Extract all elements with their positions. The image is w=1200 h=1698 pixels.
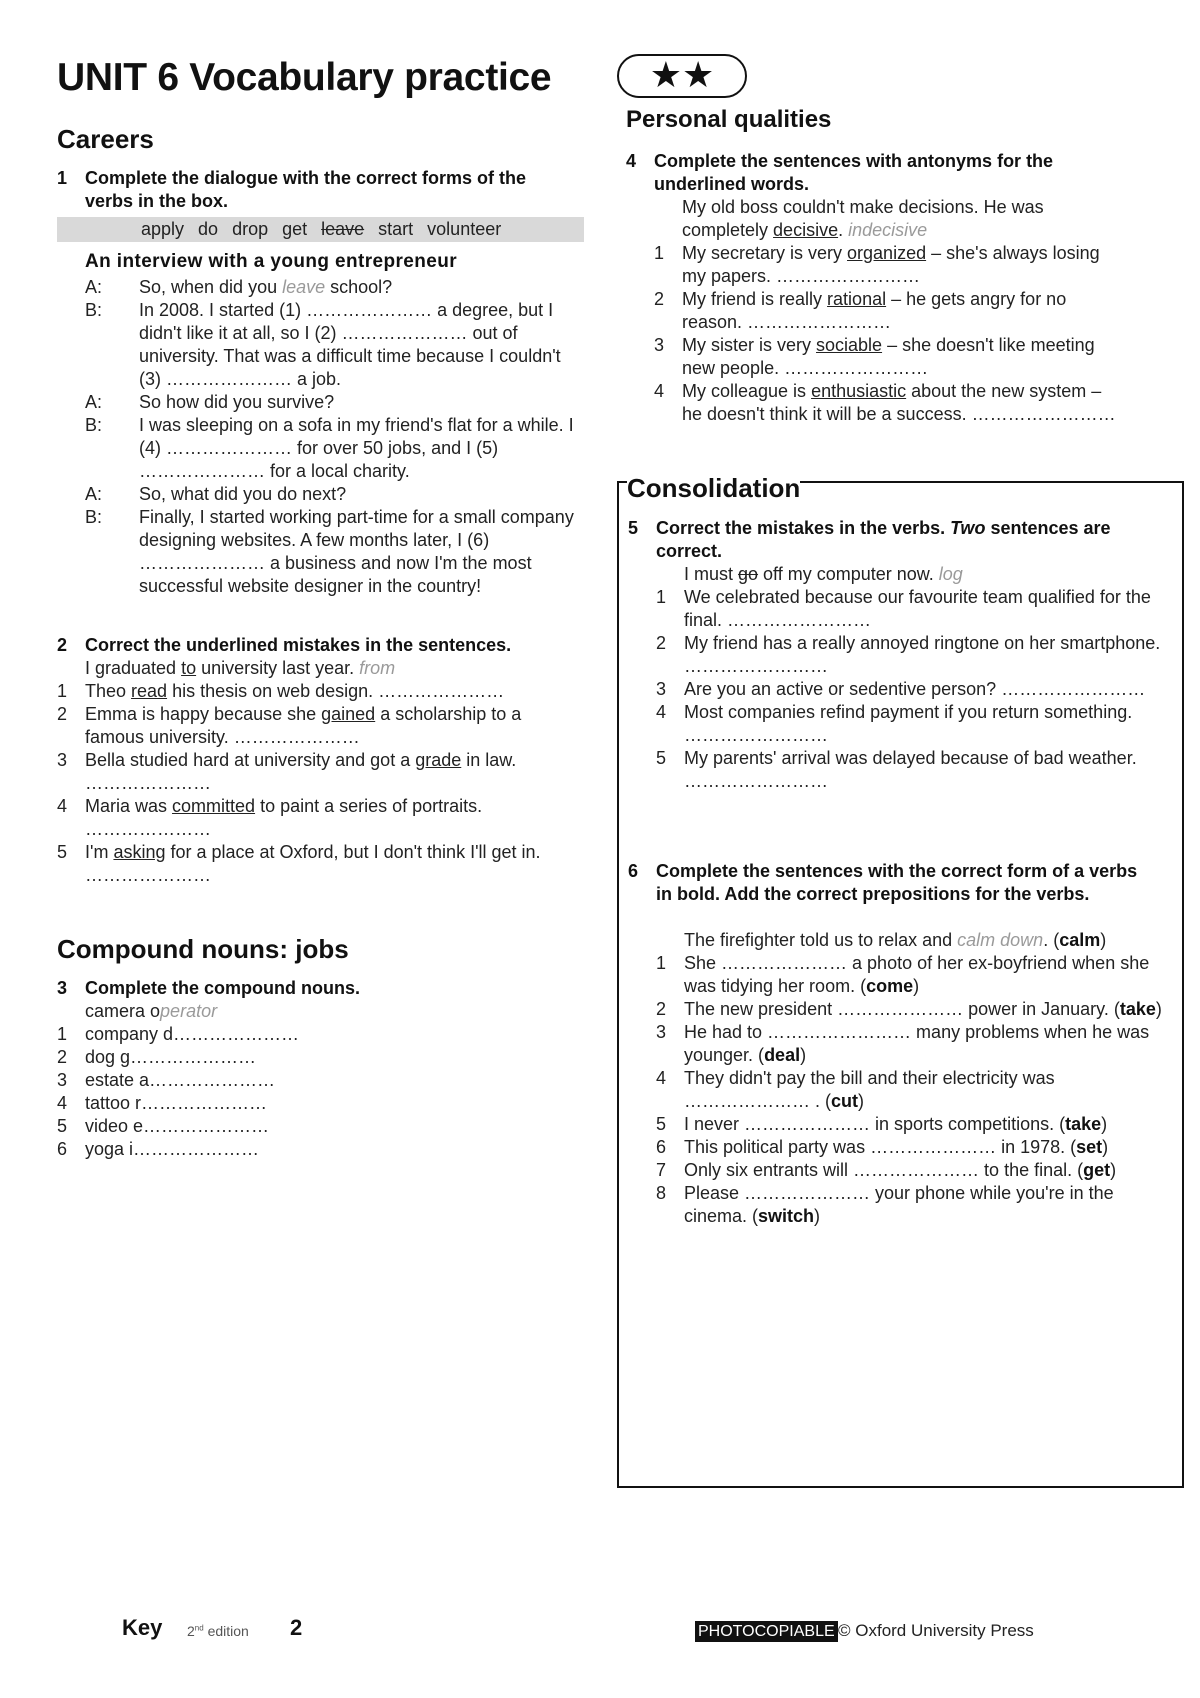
item-text: his thesis on web design. ………………… <box>167 681 505 701</box>
list-item <box>57 1023 585 1046</box>
list-item <box>57 1069 585 1092</box>
underlined-word: organized <box>847 243 927 263</box>
line-text: So, what did you do next? <box>139 484 347 504</box>
list-item <box>57 703 585 749</box>
exercise-number: 5 <box>628 518 639 538</box>
instruction-emphasis: Two <box>950 518 986 538</box>
example-item <box>57 1000 585 1023</box>
item-text: Maria was <box>85 796 173 816</box>
word-drop: drop <box>232 219 269 239</box>
example-item <box>654 196 1124 242</box>
exercise-6-instruction <box>628 860 1158 906</box>
item-number: 8 <box>656 1183 667 1203</box>
list-item <box>654 242 1124 288</box>
item-text: My colleague is <box>682 381 812 401</box>
item-number: 3 <box>656 679 667 699</box>
dialogue <box>85 276 585 598</box>
edition-number: 2 <box>187 1623 195 1639</box>
exercise-3-instruction <box>57 977 585 1000</box>
item-number: 7 <box>656 1160 667 1180</box>
item-text: They didn't pay the bill and their electricity was ………………… . ( <box>684 1068 1055 1111</box>
underlined-word: rational <box>827 289 887 309</box>
consolidation-box <box>617 473 1184 1488</box>
word-start: start <box>378 219 414 239</box>
item-number: 6 <box>656 1137 667 1157</box>
item-number: 5 <box>656 1114 667 1134</box>
list-item <box>656 1136 1178 1159</box>
item-number: 3 <box>654 335 665 355</box>
item-text: . <box>838 220 849 240</box>
underlined-word: grade <box>415 750 462 770</box>
list-item <box>57 1046 585 1069</box>
example-item <box>57 657 585 680</box>
item-number: 1 <box>656 953 667 973</box>
footer-edition <box>187 1623 249 1639</box>
exercise-4-items <box>654 196 1124 426</box>
dialogue-line <box>85 483 585 506</box>
exercise-2-instruction <box>57 634 585 657</box>
item-text: My parents' arrival was delayed because of bad weather. …………………… <box>684 748 1137 791</box>
answer-text: from <box>359 658 396 678</box>
line-text: Finally, I started working part-time for a small company designing websites. A few months later, I (6) ………………… a business and now I'm the most successful website designer in the country! <box>139 507 574 596</box>
list-item <box>656 632 1161 678</box>
item-number: 5 <box>656 748 667 768</box>
item-text: Only six entrants will ………………… to the final. ( <box>684 1160 1084 1180</box>
answer-text: calm down <box>957 930 1044 950</box>
list-item <box>656 747 1161 793</box>
underlined-word: enthusiastic <box>811 381 907 401</box>
speaker: B: <box>85 507 103 527</box>
exercise-number: 1 <box>57 168 68 188</box>
list-item <box>656 1067 1178 1113</box>
word-volunteer: volunteer <box>427 219 502 239</box>
underlined-word: read <box>131 681 168 701</box>
dialogue-line <box>85 414 585 483</box>
item-text: She ………………… a photo of her ex-boyfriend when she was tidying her room. ( <box>684 953 1150 996</box>
answer-text: leave <box>282 277 326 297</box>
instruction-text: Complete the dialogue with the correct forms of the verbs in the box. <box>85 168 527 211</box>
list-item <box>57 1115 585 1138</box>
item-text: to paint a series of portraits. ………………… <box>85 796 483 839</box>
item-text: My friend has a really annoyed ringtone on her smartphone. …………………… <box>684 633 1161 676</box>
bold-verb: set <box>1076 1137 1103 1157</box>
exercise-number: 4 <box>626 151 637 171</box>
item-number: 5 <box>57 842 68 862</box>
item-text: Please ………………… your phone while you're in the cinema. ( <box>684 1183 1114 1226</box>
list-item <box>656 952 1178 998</box>
edition-suffix: nd <box>194 1623 204 1633</box>
underlined-word: decisive <box>773 220 839 240</box>
item-text: Theo <box>85 681 132 701</box>
item-number: 2 <box>57 704 68 724</box>
line-text: school? <box>325 277 393 297</box>
item-text: estate a………………… <box>85 1070 276 1090</box>
bold-verb: take <box>1065 1114 1102 1134</box>
item-text: off my computer now. <box>758 564 939 584</box>
answer-text: perator <box>160 1001 218 1021</box>
item-text: Emma is happy because she <box>85 704 322 724</box>
word-get: get <box>282 219 308 239</box>
exercise-3-items <box>57 1000 585 1161</box>
instruction-text: Correct the underlined mistakes in the sentences. <box>85 635 512 655</box>
underlined-word: sociable <box>816 335 883 355</box>
item-text: My secretary is very <box>682 243 848 263</box>
item-text: ) <box>1102 1137 1109 1157</box>
item-text: I'm <box>85 842 114 862</box>
list-item <box>656 586 1161 632</box>
item-text: The new president ………………… power in January. ( <box>684 999 1120 1019</box>
answer-text: indecisive <box>848 220 928 240</box>
page-title: UNIT 6 Vocabulary practice <box>57 56 552 99</box>
consolidation-heading: Consolidation <box>627 473 801 503</box>
item-text: . ( <box>1043 930 1060 950</box>
item-text: My sister is very <box>682 335 817 355</box>
exercise-2-items <box>57 657 585 887</box>
underlined-word: committed <box>172 796 256 816</box>
speaker: B: <box>85 300 103 320</box>
item-text: This political party was ………………… in 1978. ( <box>684 1137 1077 1157</box>
exercise-6-items <box>656 929 1178 1228</box>
item-number: 2 <box>656 999 667 1019</box>
item-number: 2 <box>656 633 667 653</box>
bold-verb: calm <box>1059 930 1101 950</box>
underlined-word: gained <box>321 704 376 724</box>
item-text: a scholarship to a famous university. ………………… <box>85 704 522 747</box>
personal-qualities-heading: Personal qualities <box>626 106 832 133</box>
struck-word: go <box>738 564 759 584</box>
item-text: Most companies refind payment if you return something. …………………… <box>684 702 1133 745</box>
list-item <box>654 288 1124 334</box>
item-text: university last year. <box>196 658 360 678</box>
dialogue-line <box>85 299 585 391</box>
item-number: 4 <box>57 1093 68 1113</box>
photocopiable-badge: PHOTOCOPIABLE <box>695 1621 838 1642</box>
speaker: A: <box>85 484 103 504</box>
item-number: 3 <box>656 1022 667 1042</box>
line-text: In 2008. I started (1) ………………… a degree, but I didn't like it at all, so I (2) ………………… out of university. That was a difficult time because I couldn't (3) ………………… a job. <box>139 300 561 389</box>
instruction-text: Correct the mistakes in the verbs. <box>656 518 951 538</box>
dialogue-line <box>85 391 585 414</box>
exercise-5-items <box>656 563 1161 793</box>
word-do: do <box>198 219 219 239</box>
example-item <box>656 929 1178 952</box>
list-item <box>57 1092 585 1115</box>
list-item <box>656 998 1178 1021</box>
instruction-text: Complete the sentences with antonyms for the underlined words. <box>654 151 1054 194</box>
bold-verb: cut <box>831 1091 858 1111</box>
speaker: A: <box>85 392 103 412</box>
word-apply: apply <box>141 219 185 239</box>
item-text: The firefighter told us to relax and <box>684 930 958 950</box>
item-text: ) <box>1100 930 1107 950</box>
page-number: 2 <box>290 1615 303 1640</box>
bold-verb: come <box>866 976 914 996</box>
item-text: video e………………… <box>85 1116 270 1136</box>
answer-text: log <box>938 564 963 584</box>
item-number: 5 <box>57 1116 68 1136</box>
difficulty-stars-icon: ★★ <box>617 54 747 98</box>
item-text: He had to …………………… many problems when he was younger. ( <box>684 1022 1150 1065</box>
list-item <box>656 701 1161 747</box>
item-number: 2 <box>57 1047 68 1067</box>
item-text: ) <box>800 1045 807 1065</box>
item-number: 3 <box>57 750 68 770</box>
item-text: company d………………… <box>85 1024 300 1044</box>
footer-key: Key <box>122 1615 163 1640</box>
item-number: 1 <box>57 681 68 701</box>
item-text: ) <box>913 976 920 996</box>
exercise-4-instruction <box>626 150 1126 196</box>
item-number: 1 <box>57 1024 68 1044</box>
example-item <box>656 563 1161 586</box>
item-text: ) <box>814 1206 821 1226</box>
item-number: 4 <box>654 381 665 401</box>
list-item <box>656 1159 1178 1182</box>
item-number: 1 <box>656 587 667 607</box>
list-item <box>654 380 1124 426</box>
list-item <box>656 678 1161 701</box>
item-text: camera o <box>85 1001 161 1021</box>
instruction-text: Complete the compound nouns. <box>85 978 360 998</box>
exercise-number: 3 <box>57 978 68 998</box>
list-item <box>57 749 585 795</box>
list-item <box>57 1138 585 1161</box>
item-text: for a place at Oxford, but I don't think I'll get in. ………………… <box>85 842 541 885</box>
item-text: about the new system – he doesn't think it will be a success. …………………… <box>682 381 1116 424</box>
item-text: tattoo r………………… <box>85 1093 268 1113</box>
line-text: I was sleeping on a sofa in my friend's flat for a while. I (4) ………………… for over 50 jobs, and I (5) ………………… for a local charity. <box>139 415 574 481</box>
bold-verb: switch <box>758 1206 815 1226</box>
careers-heading: Careers <box>57 124 154 154</box>
underlined-word: asking <box>113 842 166 862</box>
dialogue-line <box>85 506 585 598</box>
exercise-1-instruction <box>57 167 567 213</box>
speaker: B: <box>85 415 103 435</box>
item-number: 4 <box>656 1068 667 1088</box>
item-text: I must <box>684 564 739 584</box>
word-leave-crossed: leave <box>321 219 365 239</box>
compound-nouns-heading: Compound nouns: jobs <box>57 934 349 964</box>
item-text: in law. ………………… <box>85 750 517 793</box>
list-item <box>57 841 585 887</box>
item-text: ) <box>1101 1114 1108 1134</box>
dialogue-line <box>85 276 585 299</box>
item-number: 4 <box>656 702 667 722</box>
list-item <box>656 1113 1178 1136</box>
item-text: ) <box>1110 1160 1117 1180</box>
instruction-text: Complete the sentences with the correct form of a verbs in bold. Add the correct prepositions for the verbs. <box>656 861 1138 904</box>
item-text: ) <box>1155 999 1162 1019</box>
list-item <box>656 1021 1178 1067</box>
item-text: Bella studied hard at university and got a <box>85 750 416 770</box>
underlined-word: to <box>181 658 197 678</box>
dialogue-subheading: An interview with a young entrepreneur <box>85 251 458 272</box>
edition-word: edition <box>203 1623 249 1639</box>
item-number: 3 <box>57 1070 68 1090</box>
copyright-text: © Oxford University Press <box>838 1621 1034 1640</box>
item-number: 2 <box>654 289 665 309</box>
item-text: ) <box>858 1091 864 1111</box>
item-number: 1 <box>654 243 665 263</box>
line-text: So, when did you <box>139 277 283 297</box>
instruction-text: sentences are correct. <box>656 518 1111 561</box>
bold-verb: take <box>1119 999 1156 1019</box>
item-number: 4 <box>57 796 68 816</box>
bold-verb: get <box>1083 1160 1111 1180</box>
item-text: Are you an active or sedentive person? …………………… <box>684 679 1146 699</box>
list-item <box>656 1182 1178 1228</box>
item-text: – she doesn't like meeting new people. …………………… <box>682 335 1095 378</box>
item-text: dog g………………… <box>85 1047 257 1067</box>
item-text: I never ………………… in sports competitions. ( <box>684 1114 1066 1134</box>
exercise-number: 2 <box>57 635 68 655</box>
item-text: yoga i………………… <box>85 1139 260 1159</box>
list-item <box>57 680 585 703</box>
item-text: I graduated <box>85 658 182 678</box>
item-text: – she's always losing my papers. …………………… <box>682 243 1100 286</box>
item-text: We celebrated because our favourite team qualified for the final. …………………… <box>684 587 1151 630</box>
list-item <box>57 795 585 841</box>
speaker: A: <box>85 277 103 297</box>
exercise-5-instruction <box>628 517 1148 563</box>
exercise-number: 6 <box>628 861 639 881</box>
list-item <box>654 334 1124 380</box>
line-text: So how did you survive? <box>139 392 335 412</box>
item-text: – he gets angry for no reason. …………………… <box>682 289 1067 332</box>
item-number: 6 <box>57 1139 68 1159</box>
item-text: My old boss couldn't make decisions. He was completely <box>682 197 1044 240</box>
bold-verb: deal <box>764 1045 801 1065</box>
word-box <box>57 217 584 242</box>
item-text: My friend is really <box>682 289 828 309</box>
